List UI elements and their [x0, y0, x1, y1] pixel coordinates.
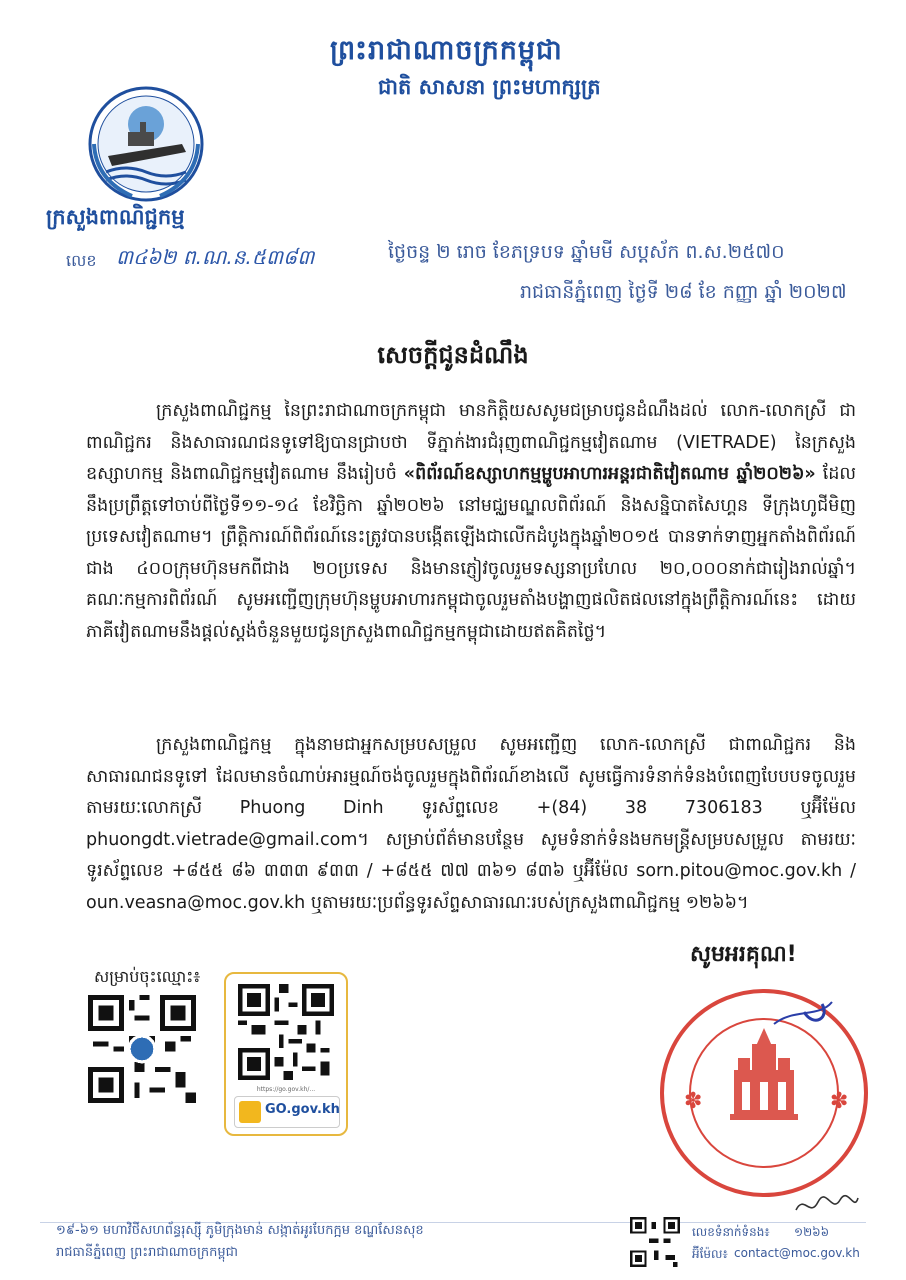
- footer-phone[interactable]: ១២៦៦: [794, 1225, 830, 1239]
- registration-qr-icon[interactable]: [88, 994, 196, 1104]
- notice-title: សេចក្តីជូនដំណឹង: [377, 341, 529, 369]
- go-gov-qr-icon[interactable]: [238, 982, 334, 1082]
- qr-url-caption: https://go.gov.kh/...: [256, 1086, 316, 1093]
- body-paragraph-1: [86, 396, 856, 648]
- kingdom-title: ព្រះរាជាណាចក្រកម្ពុជា: [330, 35, 563, 66]
- national-motto: ជាតិ សាសនា ព្រះមហាក្សត្រ: [378, 75, 601, 99]
- event-name: «ពិព័រណ៍ឧស្សាហកម្មម្ហូបអាហារអន្តរជាតិវៀតណាម ឆ្នាំ២០២៦»: [403, 464, 816, 484]
- footer-email[interactable]: contact@moc.gov.kh: [734, 1246, 860, 1260]
- para1-intro: ក្រសួងពាណិជ្ជកម្ម នៃព្រះរាជាណាចក្រកម្ពុជា មានកិត្តិយសសូមជម្រាបជូនដំណឹងដល់ លោក-លោកស្រី ជាពាណិជ្ជករ និងសាធារណជនទូទៅឱ្យបានជ្រាបថា ទីភ្នាក់ងារជំរុញពាណិជ្ជកម្មវៀតណាម (VIETRADE) នៃក្រសួងឧស្សាហកម្ម និងពាណិជ្ជកម្មវៀតណាម នឹងរៀបចំ: [86, 401, 856, 484]
- svg-text:✽: ✽: [830, 1089, 849, 1114]
- svg-text:✽: ✽: [684, 1089, 703, 1114]
- footer-address-line-1: ១៩-៦១ មហាវិថីសហព័ន្ធរុស្ស៊ី ភូមិក្រុងមាន់ សង្កាត់អូរបែកក្អម ខណ្ឌសែនសុខ: [56, 1223, 424, 1238]
- go-gov-logo: [234, 1096, 340, 1128]
- para1-details: ដែលនឹងប្រព្រឹត្តទៅចាប់ពីថ្ងៃទី១១-១៤ ខែវិច្ឆិកា ឆ្នាំ២០២៦ នៅមជ្ឈមណ្ឌលពិព័រណ៍ និងសន្និបាតសៃហ្គន ទីក្រុងហូជីមិញ ប្រទេសវៀតណាម។ ព្រឹត្តិការណ៍ពិព័រណ៍នេះត្រូវបានបង្កើតឡើងជាលើកដំបូងក្នុងឆ្នាំ២០១៥ បានទាក់ទាញអ្នកតាំងពិព័រណ៍ជាង ៤០០ក្រុមហ៊ុនមកពីជាង ២០ប្រទេស និងមានភ្ញៀវចូលរួមទស្សនាប្រហែល ២០,០០០នាក់ជារៀងរាល់ឆ្នាំ។ គណៈកម្មការពិព័រណ៍ សូមអញ្ជើញក្រុមហ៊ុនម្ហូបអាហារកម្ពុជាចូលរួមតាំងបង្ហាញផលិតផលនៅក្នុងព្រឹត្តិការណ៍នេះ ដោយភាគីវៀតណាមនឹងផ្តល់ស្តង់ចំនួនមួយជូនក្រសួងពាណិជ្ជកម្មកម្ពុជាដោយឥតគិតថ្លៃ។: [86, 464, 857, 642]
- signature: [792, 1192, 862, 1220]
- footer-phone-label: លេខទំនាក់ទំនង៖: [692, 1225, 770, 1239]
- lunar-date: ថ្ងៃចន្ទ ២ រោច ខែភទ្របទ ឆ្នាំមមី សប្តស័ក ព.ស.២៥៧០: [388, 241, 785, 263]
- ministry-name: ក្រសួងពាណិជ្ជកម្ម: [46, 205, 185, 229]
- ministry-seal: [654, 978, 874, 1208]
- reference-number: ៣៤៦២ ព.ណ.ន.៥៣៨៣: [116, 245, 315, 269]
- reference-label: លេខ: [66, 251, 97, 270]
- go-gov-icon: [239, 1101, 261, 1123]
- footer-qr-icon[interactable]: [630, 1216, 680, 1268]
- go-gov-brand: GO.gov.kh: [265, 1102, 340, 1117]
- register-label: សម្រាប់ចុះឈ្មោះ៖: [94, 967, 201, 986]
- go-gov-qr-card[interactable]: [224, 972, 348, 1136]
- footer-email-label: អ៊ីម៉ែល៖: [692, 1247, 728, 1261]
- solar-date: រាជធានីភ្នំពេញ ថ្ងៃទី ២៨ ខែ កញ្ញា ឆ្នាំ ២០២៧: [520, 281, 847, 303]
- body-paragraph-2: ក្រសួងពាណិជ្ជកម្ម ក្នុងនាមជាអ្នកសម្របសម្រួល សូមអញ្ជើញ លោក-លោកស្រី ជាពាណិជ្ជករ និងសាធារណជនទូទៅ ដែលមានចំណាប់អារម្មណ៍ចង់ចូលរួមក្នុងពិព័រណ៍ខាងលើ សូមធ្វើការទំនាក់ទំនងបំពេញបែបបទចូលរួមតាមរយៈលោកស្រី Phuong Dinh ទូរស័ព្ទលេខ +(84) 38 7306183 ឬអ៊ីម៉ែល phuongdt.vietrade@gmail.com។ សម្រាប់ព័ត៌មានបន្ថែម សូមទំនាក់ទំនងមកមន្ត្រីសម្របសម្រួល តាមរយៈទូរស័ព្ទលេខ +៨៥៥ ៨៦ ៣៣៣ ៩៣៣ / +៨៥៥ ៧៧ ៣៦១ ៨៣៦ ឬអ៊ីម៉ែល sorn.pitou@moc.gov.kh / oun.veasna@moc.gov.kh ឬតាមរយៈប្រព័ន្ធទូរស័ព្ទសាធារណៈរបស់ក្រសួងពាណិជ្ជកម្ម ១២៦៦។: [86, 735, 856, 913]
- ministry-logo: [82, 84, 210, 204]
- closing-thanks: សូមអរគុណ!: [690, 942, 797, 967]
- footer-address-line-2: រាជធានីភ្នំពេញ ព្រះរាជាណាចក្រកម្ពុជា: [56, 1245, 238, 1260]
